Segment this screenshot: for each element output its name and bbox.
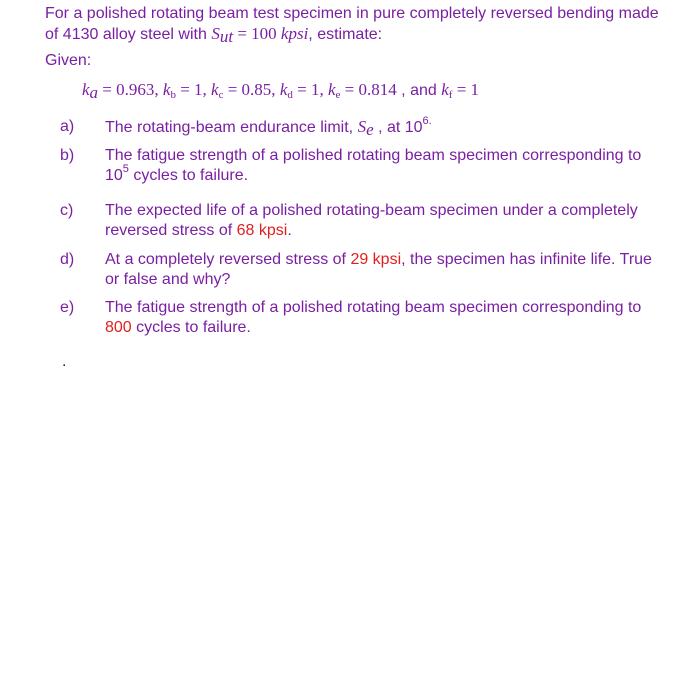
factor-ke-value: = 0.814 [340, 80, 397, 99]
factor-kf-sub: f [448, 89, 453, 101]
factor-list [82, 80, 479, 101]
question-a-text-2: , at 10 [373, 119, 423, 136]
se-symbol: S [357, 117, 367, 136]
question-e-text-1: The fatigue strength of a polished rotating beam specimen corresponding to [105, 299, 642, 316]
trailing-dot: . [62, 353, 67, 370]
question-b-text-2: cycles to failure. [128, 167, 249, 184]
question-c-text-2: . [287, 222, 292, 239]
factor-ka-value: = 0.963, [98, 80, 163, 99]
question-d-label: d) [60, 251, 75, 268]
question-c-text-1: The expected life of a polished rotating-beam specimen under a completely reversed stress of [105, 202, 638, 239]
question-e-label: e) [60, 299, 75, 316]
factor-kf-value: = 1 [452, 80, 480, 99]
factor-kc-value: = 0.85, [223, 80, 280, 99]
question-b-exponent: 5 [122, 163, 129, 175]
question-d-text-2: , the specimen has infinite life. True or false and why? [105, 251, 652, 288]
factor-ke-sub: e [335, 89, 341, 101]
question-a-label: a) [60, 118, 75, 135]
intro-text-2: , estimate: [308, 26, 383, 43]
factor-kd-symbol: k [279, 80, 288, 99]
factor-kb-sub: b [170, 89, 176, 101]
factor-ka-sub: a [89, 83, 99, 102]
factor-kd-value: = 1, [292, 80, 328, 99]
sut-equals: = 100 [233, 24, 281, 43]
factor-kf-symbol: k [441, 80, 449, 99]
factor-kb-symbol: k [162, 80, 171, 99]
question-a-exponent: 6. [422, 115, 432, 127]
factor-kc-symbol: k [211, 80, 219, 99]
sut-symbol: S [211, 24, 220, 43]
factor-and-text: , and [396, 82, 442, 99]
sut-subscript: ut [219, 27, 234, 46]
question-e-text-2: cycles to failure. [131, 319, 251, 336]
question-d-text-1: At a completely reversed stress of [105, 251, 351, 268]
sut-unit: kpsi [280, 24, 309, 43]
factor-kc-sub: c [218, 89, 224, 101]
question-b-label: b) [60, 147, 75, 164]
question-c-stress-value: 68 kpsi [236, 222, 288, 239]
question-c-label: c) [60, 202, 74, 219]
question-b-text-1: The fatigue strength of a polished rotating beam specimen corresponding to 10 [105, 147, 642, 184]
question-a-text-1: The rotating-beam endurance limit, [105, 119, 358, 136]
given-label: Given: [45, 52, 92, 69]
se-subscript: e [366, 120, 374, 139]
factor-kd-sub: d [287, 89, 293, 101]
question-e-cycles-value: 800 [105, 319, 132, 336]
factor-ka-symbol: k [82, 80, 90, 99]
factor-ke-symbol: k [327, 80, 336, 99]
question-d-stress-value: 29 kpsi [350, 251, 402, 268]
factor-kb-value: = 1, [175, 80, 212, 99]
intro-text-1: For a polished rotating beam test specimen in pure completely reversed bending made of 4130 alloy steel with [45, 5, 659, 43]
problem-statement [45, 4, 665, 45]
